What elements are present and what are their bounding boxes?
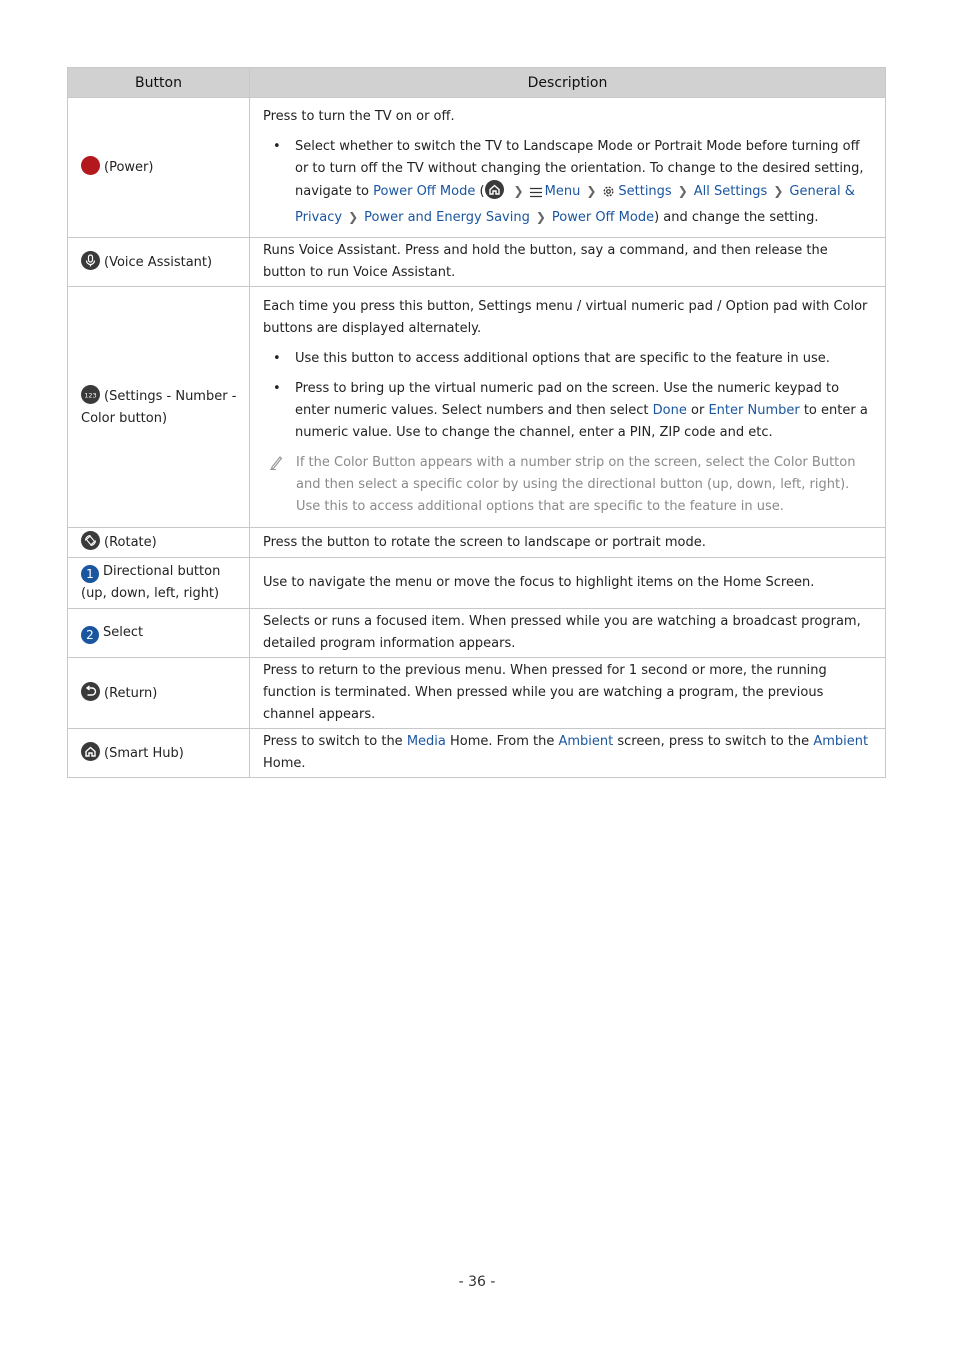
bullet-text: to enter a numeric value. Use to change the channel, enter a PIN, ZIP code and etc. [295,403,868,440]
description-power: Press to turn the TV on or off. [263,109,455,124]
button-cell-select [68,609,250,658]
button-label-smarthub: (Smart Hub) [104,745,184,761]
bullet-text-end: ) and change the setting. [654,210,819,225]
link-settings[interactable]: Settings [618,184,672,199]
link-ambient-2[interactable]: Ambient [813,734,869,749]
link-ambient[interactable]: Ambient [558,734,614,749]
remote-buttons-page [67,67,886,778]
number-badge-2: 2 [81,626,99,644]
link-power-energy-saving[interactable]: Power and Energy Saving [364,210,530,225]
button-cell-directional [68,558,250,609]
bullet-text: or [686,403,709,418]
button-label-select: Select [103,625,144,640]
chevron-right-icon: ❯ [677,184,688,198]
chevron-right-icon: ❯ [773,184,784,198]
svg-text:123: 123 [84,391,97,399]
description-cell-select: Selects or runs a focused item. When pressed while you are watching a broadcast program, detailed program information appears. [250,609,886,658]
button-cell-smarthub [68,729,250,778]
button-cell-power [68,98,250,238]
description-settings: Each time you press this button, Settings menu / virtual numeric pad / Option pad with Color buttons are displayed alternately. [263,299,868,336]
return-icon [81,682,100,701]
button-cell-settings [68,287,250,528]
desc-text: screen, press to switch to the [613,734,814,749]
description-cell-smarthub [250,729,886,778]
table-row-voice [68,238,886,287]
rotate-icon [81,531,100,550]
power-icon [81,156,100,175]
number-badge-1: 1 [81,565,99,583]
table-row-power [68,98,886,238]
description-cell-settings [250,287,886,528]
desc-text: Home. [263,756,306,771]
microphone-icon [81,251,100,270]
page-number: - 36 - [458,1274,496,1290]
number-pad-icon [81,385,100,404]
menu-icon [530,184,542,206]
desc-text: Home. From the [445,734,559,749]
bullet-power-off-mode [263,136,873,229]
bullet-text: Press to bring up the virtual numeric pad on the screen. Use the numeric keypad to enter numeric values. Select numbers and then select [295,381,840,418]
button-cell-voice [68,238,250,287]
description-cell-power [250,98,886,238]
home-icon [81,742,100,761]
link-enter-number[interactable]: Enter Number [708,403,800,418]
paren: ( [475,184,485,199]
button-label-voice: (Voice Assistant) [104,254,213,270]
bullet-settings-1: • Use this button to access additional options that are specific to the feature in use. [263,348,873,370]
table-header-row [68,68,886,98]
button-description-table [67,67,886,778]
button-cell-return [68,658,250,729]
header-description: Description [250,68,886,98]
link-done[interactable]: Done [652,403,687,418]
table-row-select [68,609,886,658]
table-row-directional [68,558,886,609]
table-row-return [68,658,886,729]
table-row-settings [68,287,886,528]
link-menu[interactable]: Menu [544,184,581,199]
note-color-button [263,452,873,518]
chevron-right-icon: ❯ [535,210,546,224]
note-text: If the Color Button appears with a number strip on the screen, select the Color Button and then select a specific color by using the directional button (up, down, left, right). Use this to access additional options that are specific to the feature in use. [296,455,856,514]
chevron-right-icon: ❯ [586,184,597,198]
bullet-settings-2 [263,378,873,444]
description-cell-rotate: Press the button to rotate the screen to landscape or portrait mode. [250,528,886,558]
description-cell-directional: Use to navigate the menu or move the focus to highlight items on the Home Screen. [250,558,886,609]
chevron-right-icon: ❯ [348,210,359,224]
bullet-text: Select whether to switch the TV to Landscape Mode or Portrait Mode before turning off or to turn off the TV without changing the orientation. To change to the desired setting, navigate to [295,139,864,199]
link-media[interactable]: Media [406,734,446,749]
pencil-icon [269,454,283,478]
link-general-privacy[interactable]: General & Privacy [295,184,855,225]
button-label-rotate: (Rotate) [104,535,157,550]
button-label-power: (Power) [104,160,154,175]
gear-icon [602,184,615,206]
link-all-settings[interactable]: All Settings [693,184,768,199]
button-label-settings: (Settings - Number - Color button) [81,388,237,426]
button-cell-rotate [68,528,250,558]
link-power-off-mode-2[interactable]: Power Off Mode [551,210,655,225]
button-label-return: (Return) [104,685,158,701]
desc-text: Press to switch to the [263,734,407,749]
button-label-directional: Directional button (up, down, left, right) [81,564,221,601]
table-row-rotate [68,528,886,558]
table-row-smarthub [68,729,886,778]
header-button: Button [68,68,250,98]
link-power-off-mode[interactable]: Power Off Mode [373,184,476,199]
chevron-right-icon: ❯ [513,184,524,198]
description-cell-return: Press to return to the previous menu. When pressed for 1 second or more, the running function is terminated. When pressed while you are watching a program, the previous channel appears. [250,658,886,729]
description-cell-voice: Runs Voice Assistant. Press and hold the button, say a command, and then release the button to run Voice Assistant. [250,238,886,287]
home-icon [485,180,504,199]
